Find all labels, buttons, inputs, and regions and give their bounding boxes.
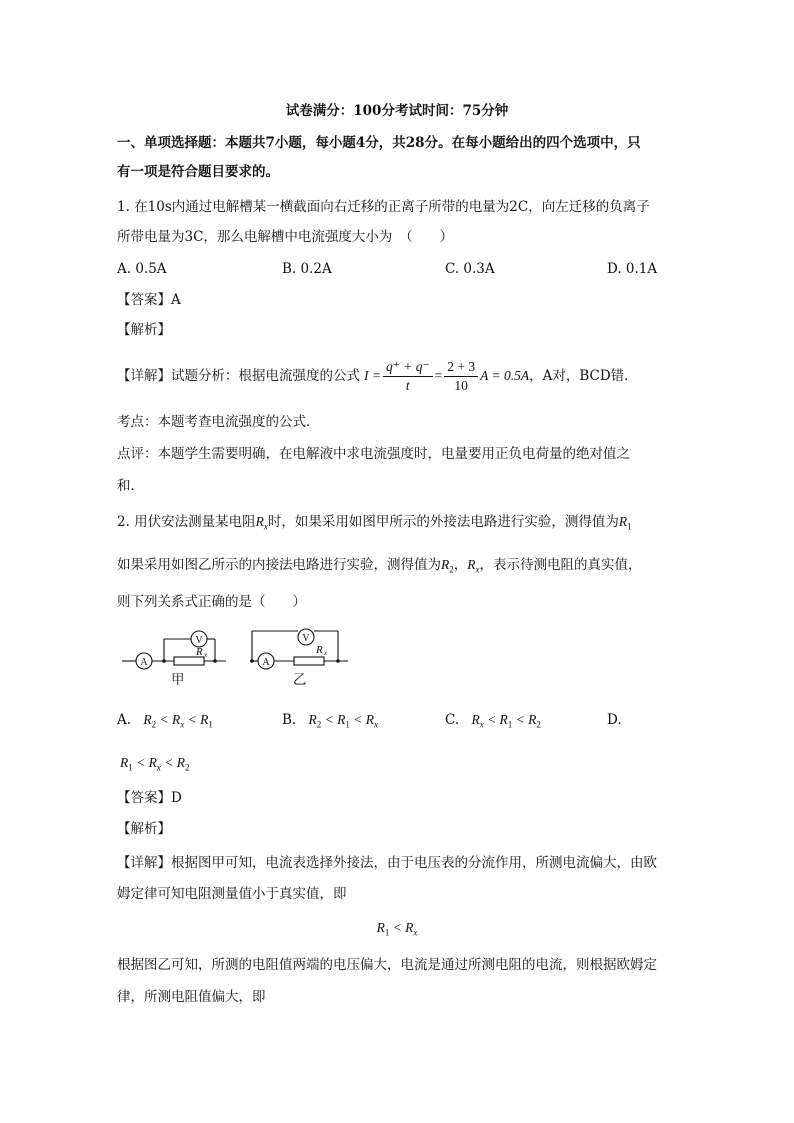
q1-kaodian: 考点：本题考查电流强度的公式． xyxy=(117,414,320,430)
resistor-icon xyxy=(174,657,204,665)
formula-fraction-2 xyxy=(444,358,478,395)
q2-rx-symbol-2: $R_x$ xyxy=(467,557,480,575)
q2-line1-a: 2. 用伏安法测量某电阻 xyxy=(117,514,256,530)
q1-stem-line1: 1. 在10s内通过电解槽某一横截面向右迁移的正离子所带的电量为2C，向左迁移的负离子 xyxy=(117,199,650,215)
formula-den1: t xyxy=(405,377,410,393)
ammeter-label: A xyxy=(262,657,270,668)
q2-option-d: D. xyxy=(607,712,622,728)
q1-dianping-line2: 和． xyxy=(117,478,144,494)
q1-detail-suffix: ，A对，BCD错． xyxy=(529,368,638,384)
q1-option-c: C. 0.3A xyxy=(445,261,495,277)
q2-equation-1: $R_1 < R_x$ xyxy=(376,920,418,938)
circuit-caption-jia: 甲 xyxy=(171,672,185,688)
q2-detail-line2: 姆定律可知电阻测量值小于真实值，即 xyxy=(117,886,347,902)
formula-rhs: A = 0.5A xyxy=(480,368,530,383)
resistor-icon xyxy=(294,657,324,665)
section-title-line2: 有一项是符合题目要求的。 xyxy=(117,164,279,180)
resistor-sub: x xyxy=(204,651,208,659)
q1-analysis-label: 【解析】 xyxy=(117,322,171,338)
formula-eq: = xyxy=(434,368,443,383)
q2-option-c: C. $R_x < R_1 < R_2$ xyxy=(445,712,541,730)
q1-dianping-line1: 点评：本题学生需要明确，在电解液中求电流强度时，电量要用正负电荷量的绝对值之 xyxy=(117,446,630,462)
circuit-caption-yi: 乙 xyxy=(293,672,307,688)
q2-r2-symbol: $R_2$ xyxy=(441,557,454,575)
q2-option-b: B. $R_2 < R_1 < R_x$ xyxy=(282,712,378,730)
formula-lhs: I = xyxy=(364,368,381,383)
formula-den2: 10 xyxy=(454,377,468,393)
q1-detail xyxy=(117,356,638,396)
q1-stem-line2: 所带电量为3C，那么电解槽中电流强度大小为 （ ） xyxy=(117,229,454,245)
voltmeter-label: V xyxy=(302,633,310,644)
q2-detail-line1: 【详解】根据图甲可知，电流表选择外接法，由于电压表的分流作用，所测电流偏大，由欧 xyxy=(117,855,657,871)
q2-detail-line4: 律，所测电阻值偏大，即 xyxy=(117,989,266,1005)
q2-answer: 【答案】D xyxy=(117,790,182,806)
q1-option-b: B. 0.2A xyxy=(282,261,332,277)
q1-option-a: A. 0.5A xyxy=(117,261,167,277)
q1-option-d: D. 0.1A xyxy=(607,261,658,277)
q2-stem-line2: 如果采用如图乙所示的内接法电路进行实验，测得值为$R_2$，$R_x$，表示待测电阻的真实值， xyxy=(117,557,642,575)
q2-option-a: A. $R_2 < R_x < R_1$ xyxy=(117,712,213,730)
q1-detail-prefix: 【详解】试题分析：根据电流强度的公式 xyxy=(117,368,360,384)
resistor-label: R xyxy=(196,646,203,658)
voltmeter-label: V xyxy=(195,635,203,646)
q2-rx-symbol: $R_x$ xyxy=(255,514,268,532)
formula-fraction-1 xyxy=(383,358,433,395)
formula-num1: q⁺ + q⁻ xyxy=(383,358,433,377)
q2-r1-symbol: $R_1$ xyxy=(618,514,632,532)
q2-option-d-formula: $R_1 < R_x < R_2$ xyxy=(120,755,190,773)
section-title-line1: 一、单项选择题：本题共7小题，每小题4分，共28分。在每小题给出的四个选项中，只 xyxy=(117,135,641,151)
q2-detail-line3: 根据图乙可知，所测的电阻值两端的电压偏大，电流是通过所测电阻的电流，则根据欧姆定 xyxy=(117,957,657,973)
q2-stem-line1 xyxy=(117,512,632,537)
exam-info-header: 试卷满分：100分考试时间：75分钟 xyxy=(285,103,509,119)
q2-analysis-label: 【解析】 xyxy=(117,821,171,837)
resistor-sub: x xyxy=(324,649,328,657)
ammeter-label: A xyxy=(140,657,148,668)
q1-answer: 【答案】A xyxy=(117,292,181,308)
resistor-label: R xyxy=(316,644,323,656)
circuit-jia xyxy=(122,631,226,669)
circuit-diagrams xyxy=(118,625,358,693)
q2-stem-line3: 则下列关系式正确的是（ ） xyxy=(117,594,306,610)
q2-line1-b: 时，如果采用如图甲所示的外接法电路进行实验，测得值为 xyxy=(267,514,619,530)
q2-line2-a: 如果采用如图乙所示的内接法电路进行实验，测得值为 xyxy=(117,557,441,573)
q2-line2-b: ，表示待测电阻的真实值， xyxy=(479,557,642,573)
formula-num2: 2 + 3 xyxy=(444,358,478,377)
